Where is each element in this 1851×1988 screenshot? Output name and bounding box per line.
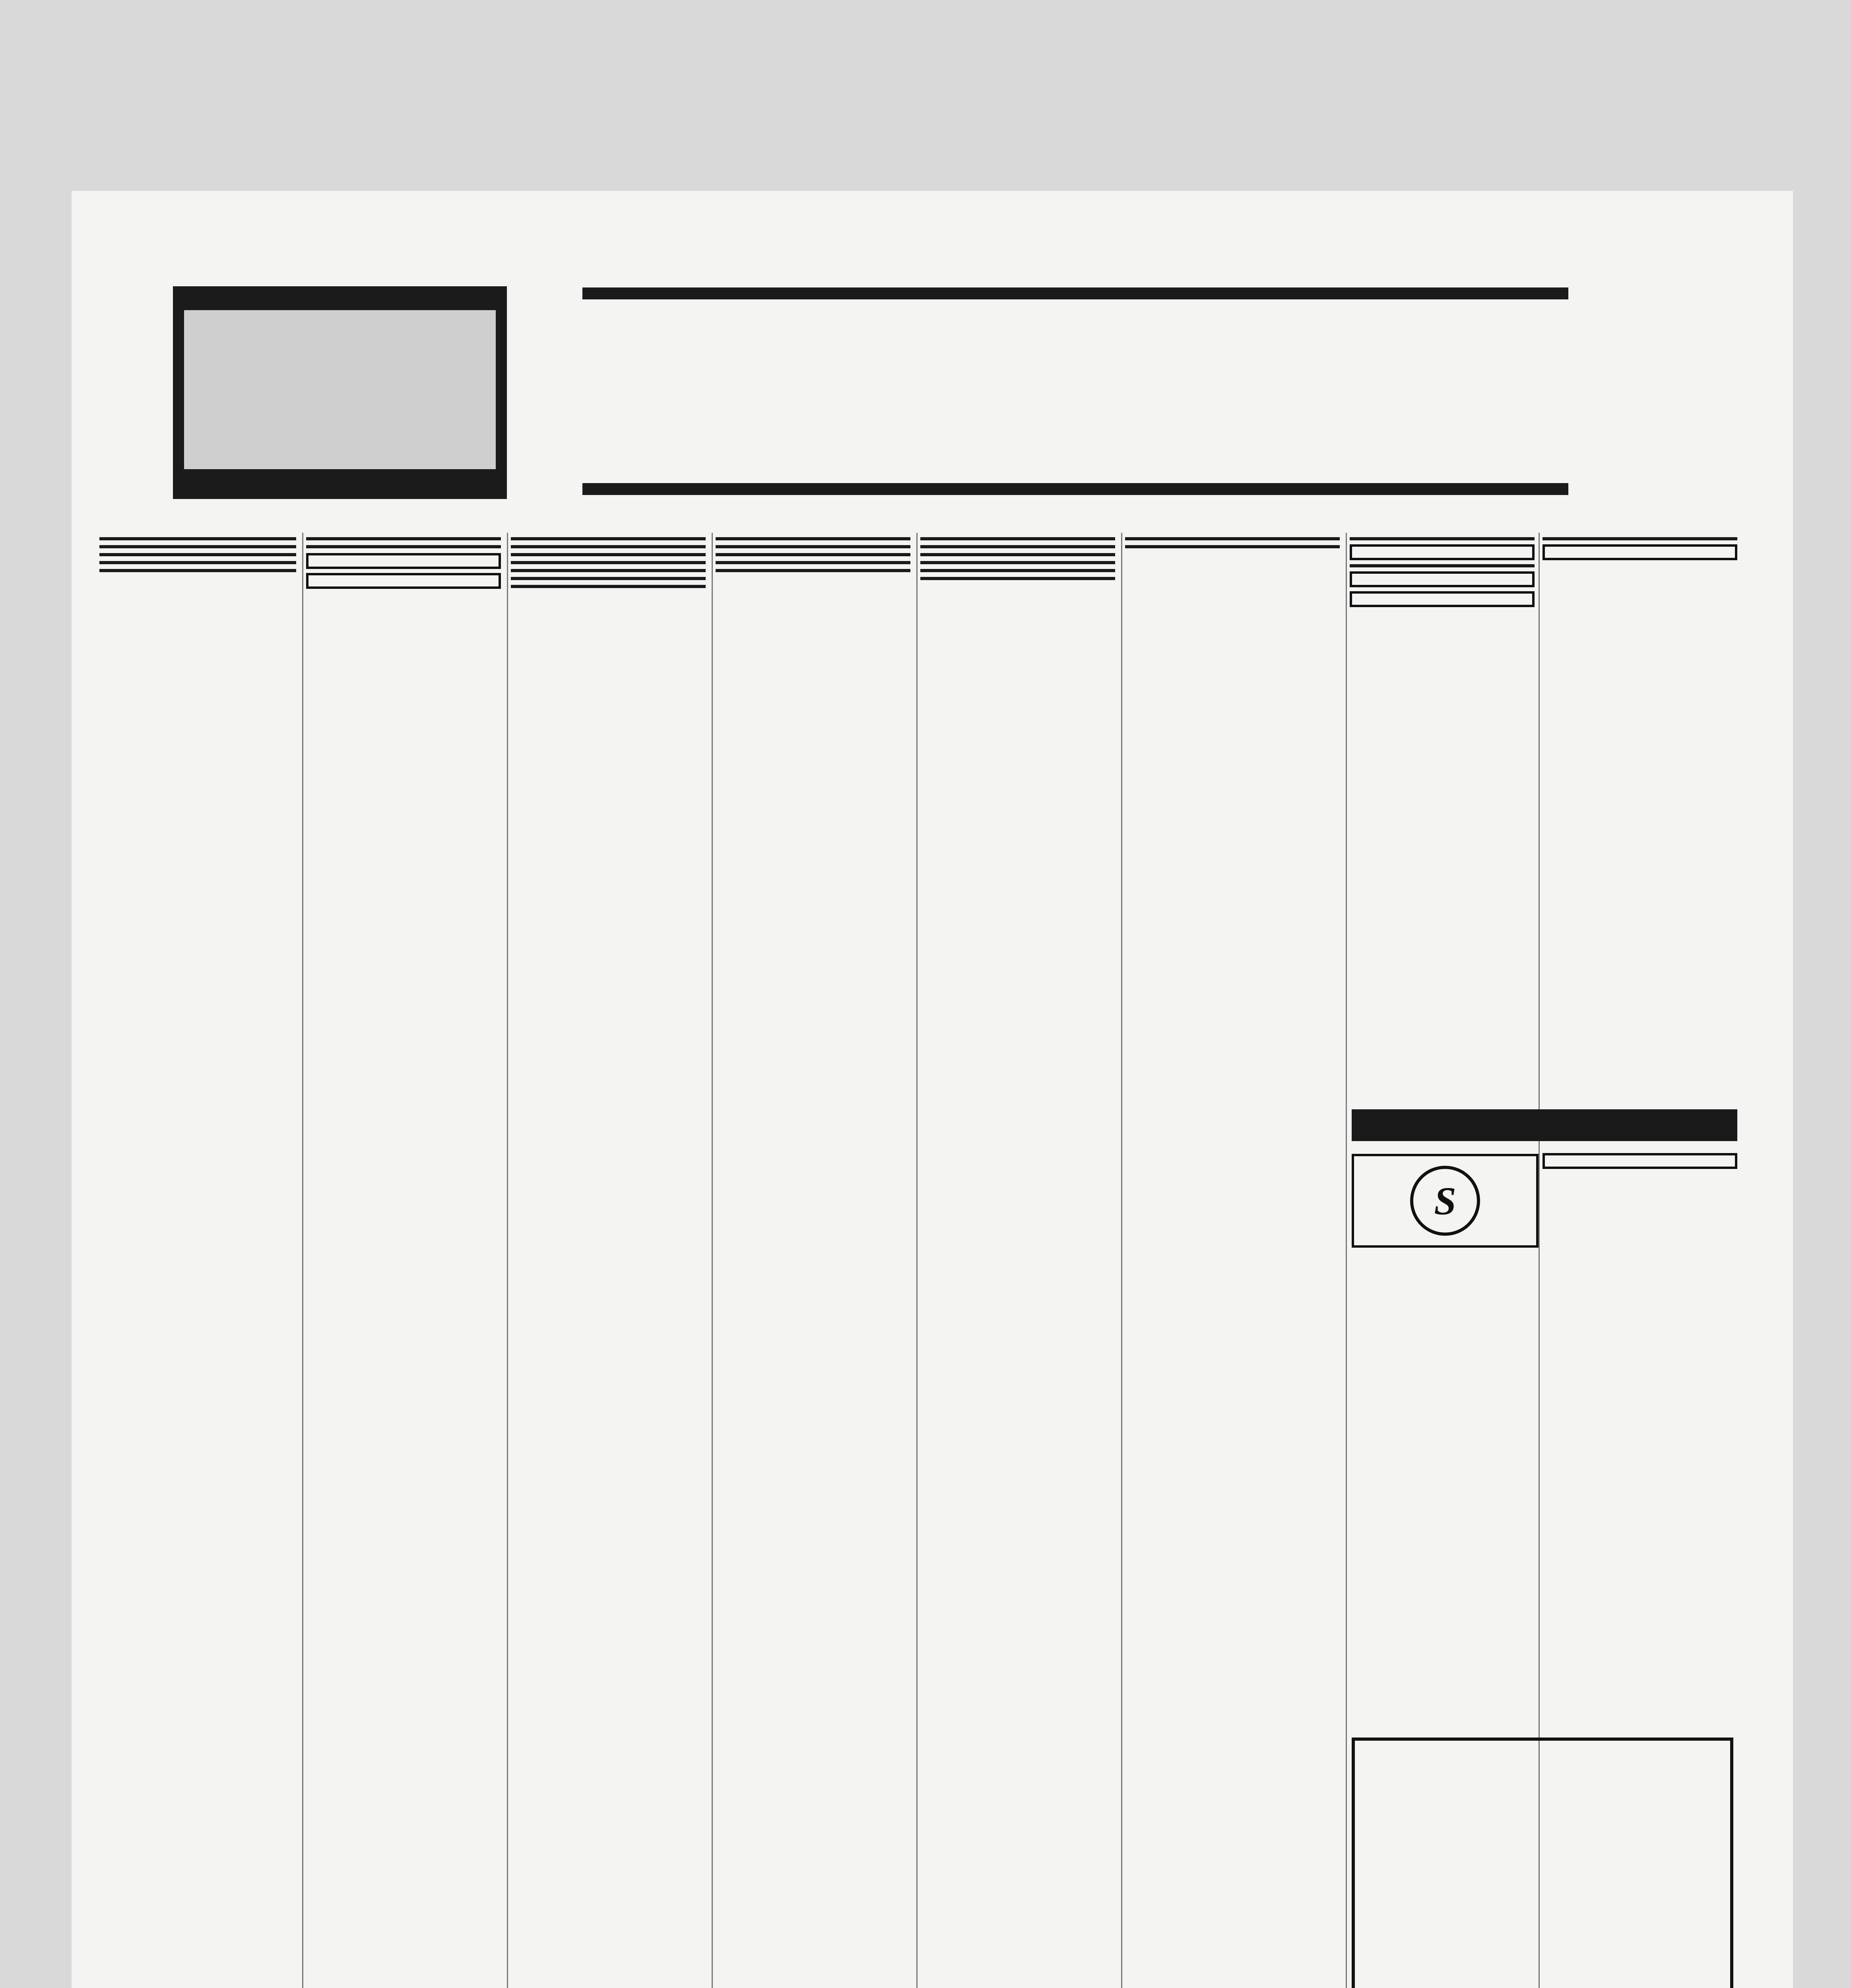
banner-rule-bottom	[582, 483, 1568, 495]
section-header	[99, 545, 296, 548]
section-header	[511, 577, 706, 580]
column-7	[1350, 535, 1535, 1151]
section-header	[99, 537, 296, 540]
section-header	[920, 577, 1115, 580]
column-5	[920, 535, 1115, 1988]
column-2	[306, 535, 501, 1988]
decorating-ad	[1542, 544, 1737, 560]
section-header	[920, 569, 1115, 572]
crawling-valley-ad	[1350, 571, 1535, 587]
column-rule	[712, 533, 713, 1988]
column-rule	[916, 533, 918, 1988]
section-header	[306, 537, 501, 540]
banner-rule-top	[582, 287, 1568, 299]
wiebe-agencies-ad	[1542, 1149, 1737, 1730]
schwartz-logo-icon: S	[1410, 1166, 1480, 1236]
section-header	[99, 553, 296, 556]
section-header	[920, 553, 1115, 556]
section-header	[716, 545, 910, 548]
section-header	[511, 553, 706, 556]
real-estate-left	[1352, 1149, 1539, 1730]
property-ad	[1352, 1738, 1733, 1988]
schwartz-ad	[1352, 1154, 1539, 1248]
column-6	[1125, 535, 1340, 1988]
section-header	[511, 561, 706, 564]
column-1	[99, 535, 296, 1988]
section-header	[716, 561, 910, 564]
display-ad	[306, 573, 501, 589]
section-header	[716, 537, 910, 540]
section-header	[920, 537, 1115, 540]
section-header	[1125, 545, 1340, 548]
section-header	[716, 569, 910, 572]
section-header	[511, 569, 706, 572]
column-rule	[1121, 533, 1122, 1988]
section-header	[920, 561, 1115, 564]
section-header	[920, 545, 1115, 548]
sugden-piano-ad	[1350, 591, 1535, 607]
whats-happening-box	[173, 286, 507, 499]
section-header	[306, 545, 501, 548]
section-header	[99, 561, 296, 564]
real-estate-header	[1352, 1109, 1737, 1141]
column-3	[511, 535, 706, 1988]
section-header	[716, 553, 910, 556]
column-8	[1542, 535, 1737, 1151]
section-header	[511, 585, 706, 588]
maytag-ad	[1350, 544, 1535, 560]
section-header	[511, 537, 706, 540]
column-rule	[302, 533, 303, 1988]
section-header	[99, 569, 296, 572]
section-header	[1125, 537, 1340, 540]
display-ad	[306, 553, 501, 569]
section-header	[511, 545, 706, 548]
column-rule	[507, 533, 508, 1988]
column-rule	[1346, 533, 1347, 1988]
column-4	[716, 535, 910, 1988]
